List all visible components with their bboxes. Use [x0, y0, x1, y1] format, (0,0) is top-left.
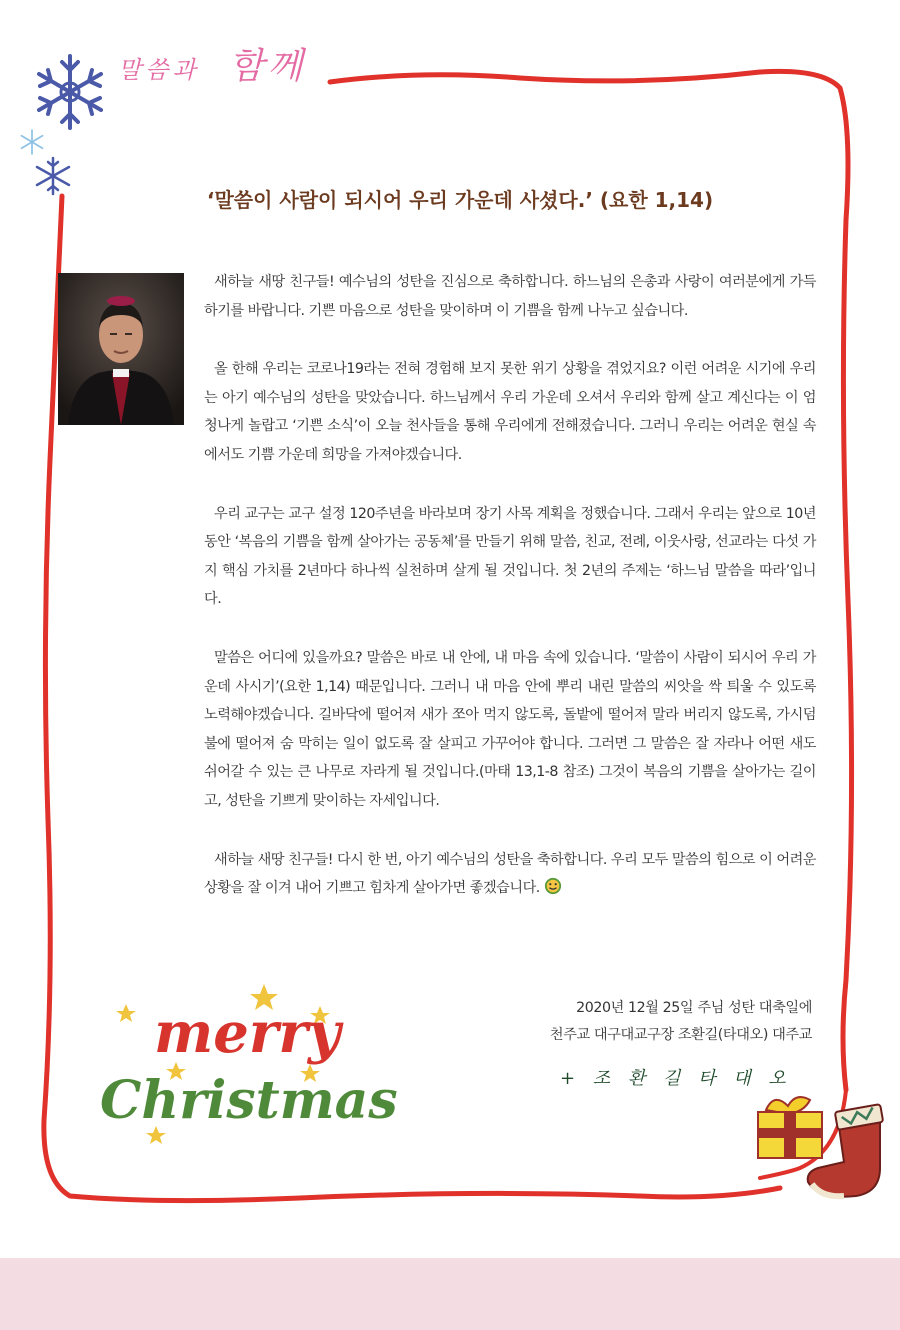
paragraph-last	[204, 846, 816, 903]
header-title	[118, 38, 307, 89]
header-title-part2: 함께	[229, 46, 307, 87]
archbishop-portrait	[58, 273, 184, 425]
quote-title: ‘말씀이 사람이 되시어 우리 가운데 사셨다.’ (요한 1,14)	[206, 188, 714, 212]
snowflake-icon	[33, 156, 73, 196]
paragraph: 올 한해 우리는 코로나19라는 전혀 경험해 보지 못한 위기 상황을 겪었지요? 이런 어려운 시기에 우리는 아기 예수님의 성탄을 맞았습니다. 하느님께서 우리 가운데 오셔서 우리와 함께 살고 계신다는 이 엄청나게 놀랍고 ‘기쁜 소식’이 오늘 천사들을 통해 우리에게 전해졌습니다. 그러니 우리는 어려운 현실 속에서도 기쁨 가운데 희망을 가져야겠습니다.	[204, 361, 816, 463]
snowflake-icon	[30, 52, 110, 132]
header-title-part1: 말씀과	[118, 56, 200, 84]
smile-icon	[544, 877, 562, 895]
paragraph: 우리 교구는 교구 설정 120주년을 바라보며 장기 사목 계획을 정했습니다. 그래서 우리는 앞으로 10년 동안 ‘복음의 기쁨을 함께 살아가는 공동체’를 만들기 위해 말씀, 친교, 전례, 이웃사랑, 선교라는 다섯 가지 핵심 가치를 2년마다 하나씩 실천하며 살게 될 것입니다. 첫 2년의 주제는 ‘하느님 말씀을 따라’입니다.	[204, 505, 816, 608]
paragraph-text: 새하늘 새땅 친구들! 다시 한 번, 아기 예수님의 성탄을 축하합니다. 우리 모두 말씀의 힘으로 이 어려운 상황을 잘 이겨 내어 기쁘고 힘차게 살아가면 좋겠습니다.	[204, 851, 816, 897]
letter-body	[204, 268, 816, 933]
snowflake-icon	[18, 128, 46, 156]
paragraph: 새하늘 새땅 친구들! 예수님의 성탄을 진심으로 축하합니다. 하느님의 은총과 사랑이 여러분에게 가득하기를 바랍니다. 기쁜 마음으로 성탄을 맞이하며 이 기쁨을 함께 나누고 싶습니다.	[204, 274, 816, 319]
paragraph: 말씀은 어디에 있을까요? 말씀은 바로 내 안에, 내 마음 속에 있습니다. ‘말씀이 사람이 되시어 우리 가운데 사시기’(요한 1,14) 때문입니다. 그러니 내 마음 안에 뿌리 내린 말씀의 씨앗을 싹 틔울 수 있도록 노력해야겠습니다. 길바닥에 떨어져 새가 쪼아 먹지 않도록, 돌밭에 떨어져 말라 버리지 않도록, 가시덤불에 떨어져 숨 막히는 일이 없도록 잘 살피고 가꾸어야 합니다. 그러면 그 말씀은 잘 자라나 어떤 새도 쉬어갈 수 있는 큰 나무로 자라게 될 것입니다.(마태 13,1-8 참조) 그것이 복음의 기쁨을 살아가는 길이고, 성탄을 기쁘게 맞이하는 자세입니다.	[204, 649, 816, 809]
handwritten-signature: + 조 환 길 타 대 오	[560, 1068, 792, 1089]
merry-christmas-logo	[96, 980, 398, 1160]
svg-text:Christmas: Christmas	[100, 1070, 398, 1131]
closing-author: 천주교 대구대교구장 조환길(타대오) 대주교	[549, 1027, 812, 1043]
closing-date: 2020년 12월 25일 주님 성탄 대축일에	[576, 1000, 812, 1016]
footer-band	[0, 1258, 900, 1330]
svg-text:merry: merry	[154, 1000, 341, 1066]
closing-block	[550, 995, 812, 1049]
gift-box-icon	[752, 1086, 888, 1206]
